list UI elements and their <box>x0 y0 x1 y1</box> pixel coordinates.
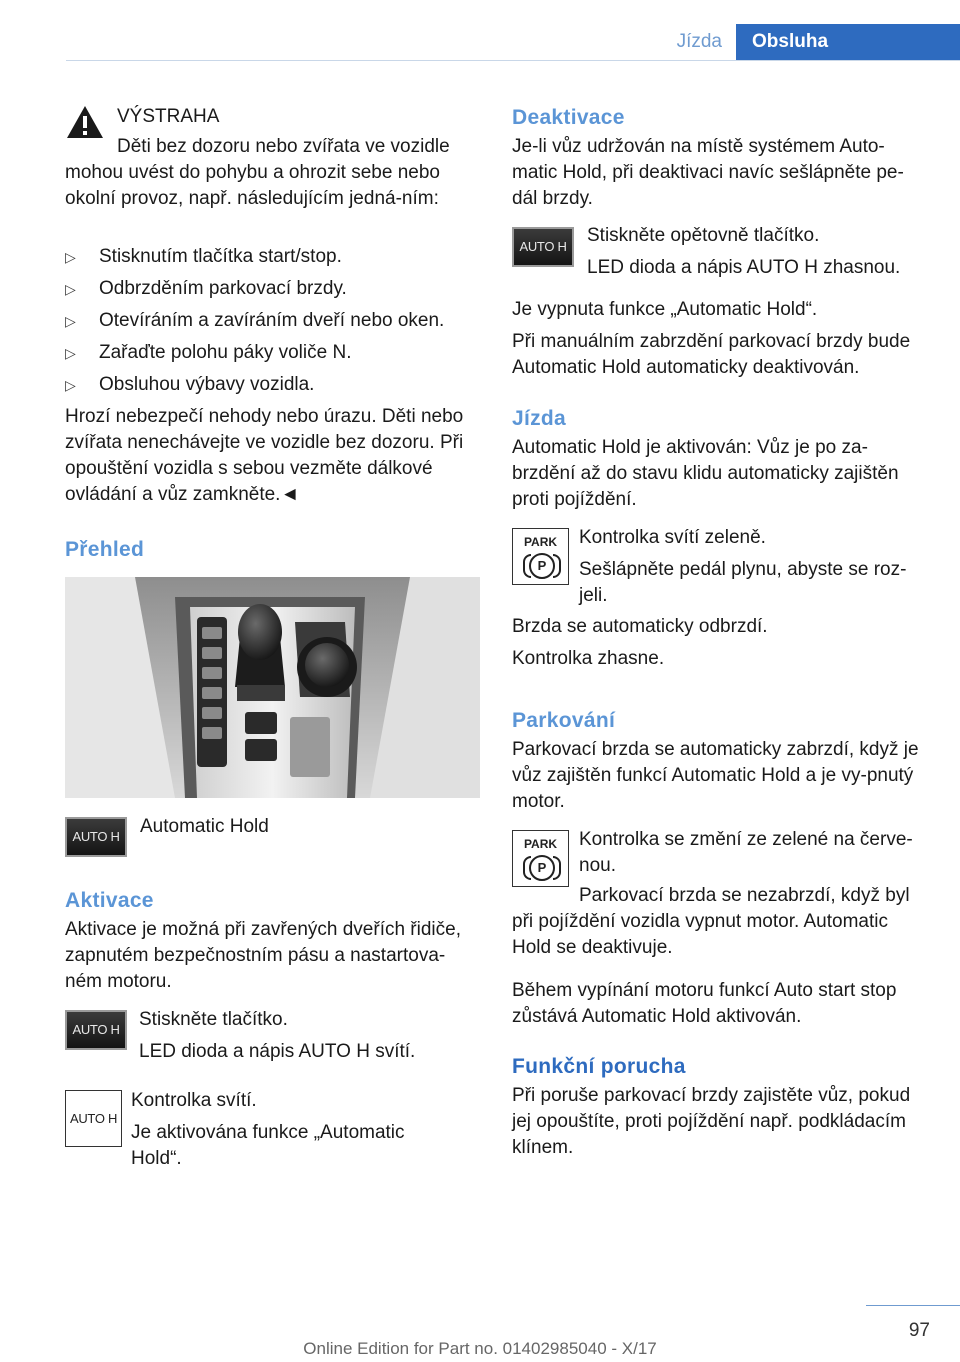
heading-jizda: Jízda <box>512 407 567 430</box>
parkovani-indicator1: Kontrolka se změní ze zelené na červe-nou. <box>579 829 913 876</box>
auto-h-button-icon: AUTO H <box>512 227 574 267</box>
bullet-triangle-icon: ▷ <box>65 377 76 393</box>
parkovani-indicator2-first: Parkovací brzda se nezabrzdí, když byl <box>579 885 910 906</box>
page-number-rule <box>866 1305 960 1306</box>
photo-caption: Automatic Hold <box>140 816 269 837</box>
parkovani-note: Během vypínání motoru funkcí Auto start stop zůstává Automatic Hold aktivován. <box>512 980 897 1027</box>
page-number: 97 <box>908 1320 930 1341</box>
jizda-indicator1: Kontrolka svítí zeleně. <box>579 527 766 548</box>
warning-triangle-icon <box>65 104 105 140</box>
porucha-text: Při poruše parkovací brzdy zajistěte vůz, pokud jej opouštíte, proti pojíždění např. podkládacím klínem. <box>512 1085 911 1158</box>
auto-h-button-icon: AUTO H <box>65 1010 127 1050</box>
deaktivace-result1: Je vypnuta funkce „Automatic Hold“. <box>512 299 818 320</box>
list-item: ▷ Stisknutím tlačítka start/stop. <box>65 244 480 276</box>
list-item: ▷ Zařaďte polohu páky voliče N. <box>65 340 480 372</box>
aktivace-text: Aktivace je možná při zavřených dveřích řidiče, zapnutém bezpečnostním pásu a nastartova-ném motoru. <box>65 919 461 992</box>
list-item: ▷ Odbrzděním parkovací brzdy. <box>65 276 480 308</box>
jizda-result1: Brzda se automaticky odbrzdí. <box>512 616 768 637</box>
park-brake-indicator-icon: PARK P <box>512 528 569 585</box>
parkovani-indicator2: při pojíždění vozidla vypnut motor. Automatic Hold se deaktivuje. <box>512 911 888 958</box>
auto-h-button-icon: AUTO H <box>65 817 127 857</box>
deaktivace-result2: Při manuálním zabrzdění parkovací brzdy bude Automatic Hold automaticky deaktivován. <box>512 331 911 378</box>
bullet-triangle-icon: ▷ <box>65 313 76 329</box>
deaktivace-step1: Stiskněte opětovně tlačítko. <box>587 225 820 246</box>
heading-aktivace: Aktivace <box>65 889 154 912</box>
jizda-result2: Kontrolka zhasne. <box>512 648 665 669</box>
heading-funkcni-porucha: Funkční porucha <box>512 1055 686 1078</box>
deaktivace-text: Je-li vůz udržován na místě systémem Auto-matic Hold, při deaktivaci navíc sešlápněte pe-dál brzdy. <box>512 136 904 209</box>
warning-outro: Hrozí nebezpečí nehody nebo úrazu. Děti nebo zvířata nenechávejte ve vozidle bez dozoru. Při opouštění vozidla s sebou vezměte dálkové ovládání a vůz zamkněte.◄ <box>65 406 464 505</box>
heading-prehled: Přehled <box>65 538 145 561</box>
aktivace-indicator2: Je aktivována funkce „Automatic Hold“. <box>131 1122 405 1169</box>
heading-parkovani: Parkování <box>512 709 616 732</box>
header-section-tab[interactable]: Jízda <box>676 31 722 52</box>
aktivace-indicator1: Kontrolka svítí. <box>131 1090 257 1111</box>
bullet-triangle-icon: ▷ <box>65 345 76 361</box>
jizda-indicator2: Sešlápněte pedál plynu, abyste se roz-jeli. <box>579 559 907 606</box>
aktivace-step1: Stiskněte tlačítko. <box>139 1009 288 1030</box>
bullet-triangle-icon: ▷ <box>65 249 76 265</box>
footer-edition: Online Edition for Part no. 01402985040 - X/17 <box>303 1339 657 1358</box>
list-item: ▷ Obsluhou výbavy vozidla. <box>65 372 480 404</box>
warning-intro: mohou uvést do pohybu a ohrozit sebe nebo okolní provoz, např. následujícím jedná-ním: <box>65 162 440 209</box>
jizda-text: Automatic Hold je aktivován: Vůz je po za-brzdění až do stavu klidu automaticky zajištěn proti pojíždění. <box>512 437 899 510</box>
park-brake-indicator-icon: PARK P <box>512 830 569 887</box>
deaktivace-step2: LED dioda a nápis AUTO H zhasnou. <box>587 257 901 278</box>
parkovani-text: Parkovací brzda se automaticky zabrzdí, když je vůz zajištěn funkcí Automatic Hold a je vy-pnutý motor. <box>512 739 919 812</box>
list-item: ▷ Otevíráním a zavíráním dveří nebo oken. <box>65 308 480 340</box>
warning-bullet-list <box>65 244 480 404</box>
center-console-photo <box>65 577 480 798</box>
header-rule <box>66 60 960 61</box>
auto-h-indicator-icon: AUTO H <box>65 1090 122 1147</box>
aktivace-step2: LED dioda a nápis AUTO H svítí. <box>139 1041 416 1062</box>
header-chapter-tab[interactable]: Obsluha <box>736 24 960 60</box>
warning-intro-first: Děti bez dozoru nebo zvířata ve vozidle <box>117 136 450 157</box>
warning-title: VÝSTRAHA <box>117 106 220 127</box>
bullet-triangle-icon: ▷ <box>65 281 76 297</box>
heading-deaktivace: Deaktivace <box>512 106 625 129</box>
